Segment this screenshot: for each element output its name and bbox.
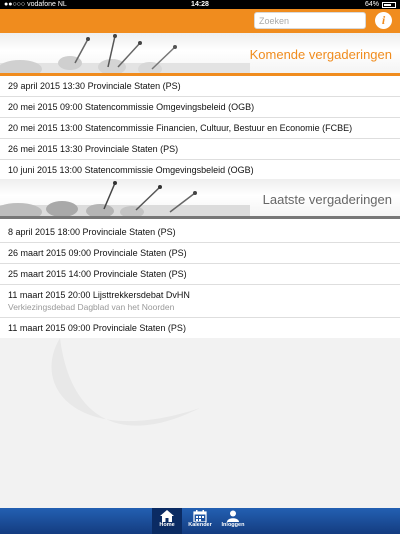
list-item[interactable] [0,222,400,243]
recent-list [0,222,400,339]
list-item[interactable] [0,264,400,285]
list-item[interactable]: 20 mei 2015 13:00 Statencommissie Financien, Cultuur, Bestuur en Economie (FCBE) [0,118,400,139]
list-item[interactable]: 26 mei 2015 13:30 Provinciale Staten (PS) [0,139,400,160]
list-item-title: 11 maart 2015 20:00 Lijsttrekkersdebat DvHN [8,290,190,300]
list-item[interactable]: 10 juni 2015 13:00 Statencommissie Omgevingsbeleid (OGB) [0,160,400,181]
background-area [0,338,400,508]
status-bar [0,0,400,9]
microphones-banner-image [0,33,250,76]
list-item-title: 25 maart 2015 14:00 Provinciale Staten (PS) [8,269,187,279]
tab-inloggen[interactable] [218,508,248,534]
list-item-subtitle: Verkiezingsdebad Dagblad van het Noorden [8,302,175,312]
list-item[interactable] [0,318,400,339]
tab-label: Home [159,522,175,528]
clock: 14:28 [191,1,209,8]
calendar-icon [193,510,207,522]
upcoming-header [0,33,400,76]
list-item[interactable]: 29 april 2015 13:30 Provinciale Staten (PS) [0,76,400,97]
list-item-title: 26 maart 2015 09:00 Provinciale Staten (PS) [8,248,187,258]
tab-label: Inloggen [221,522,245,528]
list-item[interactable] [0,285,400,318]
carrier-label: ●●○○○ vodafone NL [4,1,67,8]
info-icon[interactable]: i [375,12,392,29]
battery-indicator [365,0,396,9]
list-item-title: 8 april 2015 18:00 Provinciale Staten (PS) [8,227,176,237]
home-icon [160,510,174,522]
microphones-banner-image [0,179,250,219]
list-item[interactable] [0,243,400,264]
tab-kalender[interactable] [185,508,215,534]
swoosh-watermark [0,338,400,508]
upcoming-list [0,76,400,181]
recent-header [0,179,400,219]
tab-home[interactable] [152,508,182,534]
user-icon [226,510,240,522]
top-bar [0,9,400,33]
tab-label: Kalender [188,522,212,528]
list-item[interactable]: 20 mei 2015 09:00 Statencommissie Omgevingsbeleid (OGB) [0,97,400,118]
tab-bar [0,508,400,534]
search-input[interactable] [254,12,366,29]
recent-title: Laatste vergaderingen [262,192,392,207]
battery-icon [382,2,396,8]
list-item-title: 11 maart 2015 09:00 Provinciale Staten (PS) [8,323,186,333]
upcoming-title: Komende vergaderingen [249,47,392,62]
battery-percent: 64% [364,1,379,8]
